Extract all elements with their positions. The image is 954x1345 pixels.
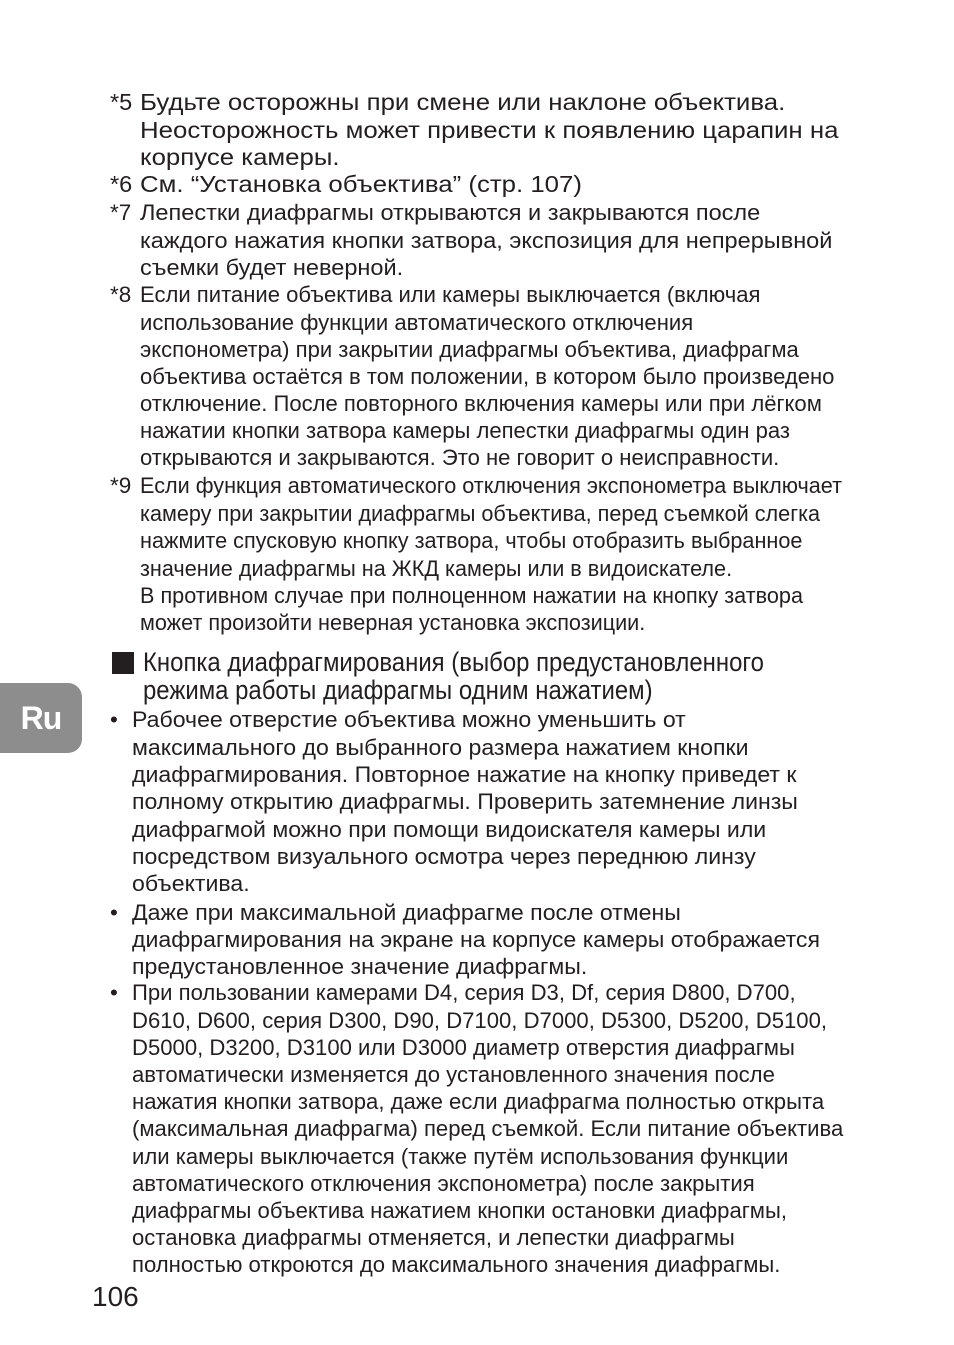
bullet-line: При пользовании камерами D4, серия D3, Df, серия D800, D700, [132, 980, 796, 1006]
bullet-line: диафрагмой можно при помощи видоискателя камеры или [132, 816, 767, 842]
footnote-marker: *6 [110, 171, 133, 198]
bullet-line: полностью откроются до максимального значения диафрагмы. [132, 1252, 781, 1278]
bullet-line: автоматически изменяется до установленного значения после [132, 1062, 775, 1087]
footnote-marker: *7 [110, 200, 132, 226]
bullet-line: D5000, D3200, D3100 или D3000 диаметр отверстия диафрагмы [132, 1034, 795, 1060]
bullet-line: (максимальная диафрагма) перед съемкой. Если питание объектива [132, 1116, 844, 1142]
language-tab [0, 683, 82, 753]
page-number: 106 [92, 1281, 139, 1312]
bullet-line: диафрагмирования на экране на корпусе камеры отображается [132, 926, 821, 952]
bullet-line: диафрагмирования. Повторное нажатие на кнопку приведет к [132, 761, 797, 787]
footnote-line: корпусе камеры. [140, 144, 340, 171]
footnote-line: См. “Установка объектива” (стр. 107) [140, 171, 582, 198]
section-heading-line: режима работы диафрагмы одним нажатием) [143, 675, 653, 705]
bullet-line: полному открытию диафрагмы. Проверить затемнение линзы [132, 789, 798, 815]
footnote-marker: *5 [110, 89, 133, 116]
footnote-line: может произойти неверная установка экспозиции. [140, 610, 646, 636]
bullet-line: диафрагмы объектива нажатием кнопки остановки диафрагмы, [132, 1198, 788, 1223]
bullet-line: Рабочее отверстие объектива можно уменьшить от [132, 707, 686, 733]
footnote-line: экспонометра) при закрытии диафрагмы объектива, диафрагма [140, 336, 799, 362]
footnote-line: каждого нажатия кнопки затвора, экспозиция для непрерывной [140, 227, 833, 253]
footnote-line: камеру при закрытии диафрагмы объектива, перед съемкой слегка [140, 500, 821, 526]
bullet-line: остановка диафрагмы отменяется, и лепестки диафрагмы [132, 1225, 735, 1251]
footnote-line: нажатии кнопки затвора камеры лепестки диафрагмы один раз [140, 418, 791, 444]
footnote-line: значение диафрагмы на ЖКД камеры или в видоискателе. [140, 555, 733, 581]
square-bullet-icon [112, 652, 134, 674]
bullet-line: максимального до выбранного размера нажатием кнопки [132, 734, 749, 760]
bullet-line: D610, D600, серия D300, D90, D7100, D7000, D5300, D5200, D5100, [132, 1007, 828, 1033]
footnote-marker: *9 [110, 473, 132, 499]
footnote-marker: *8 [110, 282, 132, 308]
footnote-line: Будьте осторожны при смене или наклоне объектива. [140, 89, 786, 116]
bullet-line: нажатия кнопки затвора, даже если диафрагма полностью открыта [132, 1089, 825, 1115]
bullet-line: объектива. [132, 871, 250, 897]
bullet-line: посредством визуального осмотра через переднюю линзу [132, 843, 756, 869]
footnote-line: нажмите спусковую кнопку затвора, чтобы отобразить выбранное [140, 528, 803, 554]
bullet-line: предустановленное значение диафрагмы. [132, 953, 588, 979]
bullet-marker: • [110, 899, 118, 925]
footnote-line: Если функция автоматического отключения экспонометра выключает [140, 473, 843, 499]
bullet-line: автоматического отключения экспонометра) после закрытия [132, 1170, 755, 1196]
bullet-marker: • [110, 980, 118, 1006]
footnote-line: Лепестки диафрагмы открываются и закрываются после [140, 200, 761, 226]
footnote-line: В противном случае при полноценном нажатии на кнопку затвора [140, 582, 804, 608]
bullet-line: или камеры выключается (также путём использования функции [132, 1143, 789, 1169]
footnote-line: использование функции автоматического отключения [140, 309, 694, 335]
footnote-line: Неосторожность может привести к появлению царапин на [140, 116, 839, 143]
section-heading-line: Кнопка диафрагмирования (выбор предустановленного [143, 647, 764, 677]
bullet-marker: • [110, 707, 118, 733]
footnote-line: съемки будет неверной. [140, 255, 404, 281]
footnote-line: отключение. После повторного включения камеры или при лёгком [140, 391, 822, 417]
language-tab-label: Ru [20, 700, 62, 736]
footnote-line: объектива остаётся в том положении, в котором было произведено [140, 363, 835, 389]
footnote-line: Если питание объектива или камеры выключается (включая [140, 282, 761, 308]
bullet-line: Даже при максимальной диафрагме после отмены [132, 899, 681, 925]
footnote-line: открываются и закрываются. Это не говорит о неисправности. [140, 445, 780, 471]
